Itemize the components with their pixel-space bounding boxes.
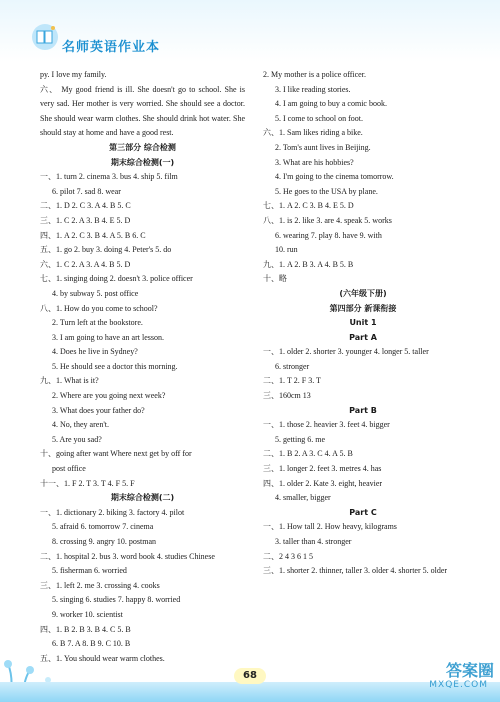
- left-answer-line: 三、1. left 2. me 3. crossing 4. cooks: [40, 580, 160, 590]
- left-answer-line: 5. He should see a doctor this morning.: [52, 361, 178, 371]
- right-answer-line: 4. I'm going to the cinema tomorrow.: [275, 172, 394, 182]
- left-answer-line: 三、1. C 2. A 3. B 4. E 5. D: [40, 215, 131, 225]
- book-logo-icon: [30, 22, 60, 52]
- page-footer: [0, 650, 500, 702]
- left-answer-line: 一、1. turn 2. cinema 3. bus 4. ship 5. film: [40, 172, 178, 182]
- left-answer-line: 一、1. dictionary 2. biking 3. factory 4. pilot: [40, 507, 185, 517]
- right-answer-line: 一、1. those 2. heavier 3. feet 4. bigger: [263, 420, 390, 430]
- left-section-heading: 第三部分 综合检测: [109, 142, 176, 152]
- book-title: 名师英语作业本: [62, 40, 161, 55]
- left-answer-line: 4. Does he live in Sydney?: [52, 347, 138, 357]
- right-answer-line: 2. Tom's aunt lives in Beijing.: [275, 142, 371, 152]
- left-answer-line: 4. No, they aren't.: [52, 420, 109, 430]
- right-answer-line: 4. I am going to buy a comic book.: [275, 99, 387, 109]
- right-answer-line: 三、1. shorter 2. thinner, taller 3. older 4. shorter 5. older: [263, 566, 448, 576]
- left-answer-line: 十一、1. F 2. T 3. T 4. F 5. F: [40, 478, 135, 488]
- right-answer-column: [263, 68, 463, 579]
- page-header: [0, 0, 500, 62]
- left-answer-line: 九、1. What is it?: [40, 376, 99, 386]
- right-answer-line: 6. wearing 7. play 8. have 9. with: [275, 230, 382, 240]
- left-answer-line: 八、1. How do you come to school?: [40, 303, 158, 313]
- right-answer-line: 一、1. older 2. shorter 3. younger 4. longer 5. taller: [263, 347, 429, 357]
- left-answer-line: 2. Turn left at the bookstore.: [52, 318, 143, 328]
- left-answer-line: 3. What does your father do?: [52, 405, 145, 415]
- left-answer-line: 4. by subway 5. post office: [52, 288, 139, 298]
- left-answer-line: post office: [52, 464, 86, 474]
- right-answer-line: 5. I come to school on foot.: [275, 113, 363, 123]
- left-section-heading: 期末综合检测(二): [110, 493, 175, 503]
- right-answer-line: 八、1. is 2. like 3. are 4. speak 5. works: [263, 215, 392, 225]
- right-answer-line: 二、2 4 3 6 1 5: [263, 551, 313, 561]
- right-answer-line: 6. stronger: [275, 361, 310, 371]
- right-answer-line: 二、1. T 2. F 3. T: [263, 376, 321, 386]
- right-answer-line: 六、1. Sam likes riding a bike.: [263, 128, 363, 138]
- right-answer-line: 2. My mother is a police officer.: [263, 70, 366, 79]
- right-answer-line: 一、1. How tall 2. How heavy, kilograms: [263, 522, 397, 532]
- right-answer-line: 二、1. B 2. A 3. C 4. A 5. B: [263, 449, 353, 459]
- page-number: 68: [234, 668, 266, 684]
- left-section-heading: 期末综合检测(一): [110, 157, 175, 167]
- right-answer-line: 十、略: [263, 274, 287, 284]
- left-answer-line: 5. fisherman 6. worried: [52, 566, 127, 576]
- left-answer-line: 七、1. singing doing 2. doesn't 3. police officer: [40, 274, 193, 284]
- left-answer-line: 2. Where are you going next week?: [52, 391, 166, 401]
- left-answer-line: 5. afraid 6. tomorrow 7. cinema: [52, 522, 154, 532]
- left-answer-line: 8. crossing 9. angry 10. postman: [52, 537, 156, 546]
- right-section-heading: Part B: [349, 405, 377, 415]
- right-answer-line: 3. taller than 4. stronger: [275, 537, 352, 546]
- right-answer-line: 3. What are his hobbies?: [275, 157, 354, 167]
- left-answer-line: 3. I am going to have an art lesson.: [52, 332, 164, 342]
- left-answer-line: 十、going after want Where next get by off for: [40, 449, 192, 459]
- right-section-heading: 第四部分 新课衔接: [329, 303, 397, 313]
- left-answer-line: 四、1. A 2. C 3. B 4. A 5. B 6. C: [40, 230, 146, 240]
- right-section-heading: Part C: [349, 507, 377, 517]
- right-answer-line: 三、160cm 13: [263, 391, 311, 401]
- left-answer-line: 六、1. C 2. A 3. A 4. B 5. D: [40, 259, 131, 269]
- left-answer-line: 5. singing 6. studies 7. happy 8. worried: [52, 595, 181, 605]
- left-answer-line: 二、1. hospital 2. bus 3. word book 4. studies Chinese: [40, 551, 215, 561]
- left-answer-line: 六、 My good friend is ill. She doesn't go to school. She is very sad. Her mother is very worried. She should see a doctor. She should wear warm clothes. She should drink hot water. She should stay at home and have a good rest.: [40, 84, 245, 138]
- right-section-heading: (六年级下册): [339, 288, 387, 298]
- right-answer-line: 3. I like reading stories.: [275, 84, 351, 94]
- right-answer-line: 4. smaller, bigger: [275, 493, 331, 503]
- left-answer-line: 9. worker 10. scientist: [52, 609, 123, 619]
- right-answer-line: 5. He goes to the USA by plane.: [275, 186, 378, 196]
- right-answer-line: 5. getting 6. me: [275, 434, 325, 444]
- right-answer-line: 九、1. A 2. B 3. A 4. B 5. B: [263, 259, 354, 269]
- left-answer-line: 5. Are you sad?: [52, 434, 102, 444]
- right-section-heading: Part A: [349, 332, 377, 342]
- right-answer-line: 四、1. older 2. Kate 3. eight, heavier: [263, 478, 383, 488]
- footer-strip: [0, 682, 500, 702]
- left-answer-line: 五、1. You should wear warm clothes.: [40, 653, 165, 663]
- left-answer-line: 二、1. D 2. C 3. A 4. B 5. C: [40, 201, 131, 211]
- left-answer-line: 四、1. B 2. B 3. B 4. C 5. B: [40, 624, 131, 634]
- watermark-logo: 答案圈: [445, 661, 494, 680]
- left-answer-line: 五、1. go 2. buy 3. doing 4. Peter's 5. do: [40, 245, 172, 255]
- right-answer-line: 七、1. A 2. C 3. B 4. E 5. D: [263, 201, 354, 211]
- left-answer-line: 6. pilot 7. sad 8. wear: [52, 186, 121, 196]
- left-answer-line: 6. B 7. A 8. B 9. C 10. B: [52, 639, 131, 649]
- right-answer-line: 三、1. longer 2. feet 3. metres 4. has: [263, 464, 382, 474]
- right-section-heading: Unit 1: [349, 318, 377, 328]
- left-answer-column: [40, 68, 245, 666]
- watermark-url: MXQE.COM: [429, 680, 488, 690]
- right-answer-line: 10. run: [275, 245, 298, 255]
- left-answer-line: py. I love my family.: [40, 70, 107, 79]
